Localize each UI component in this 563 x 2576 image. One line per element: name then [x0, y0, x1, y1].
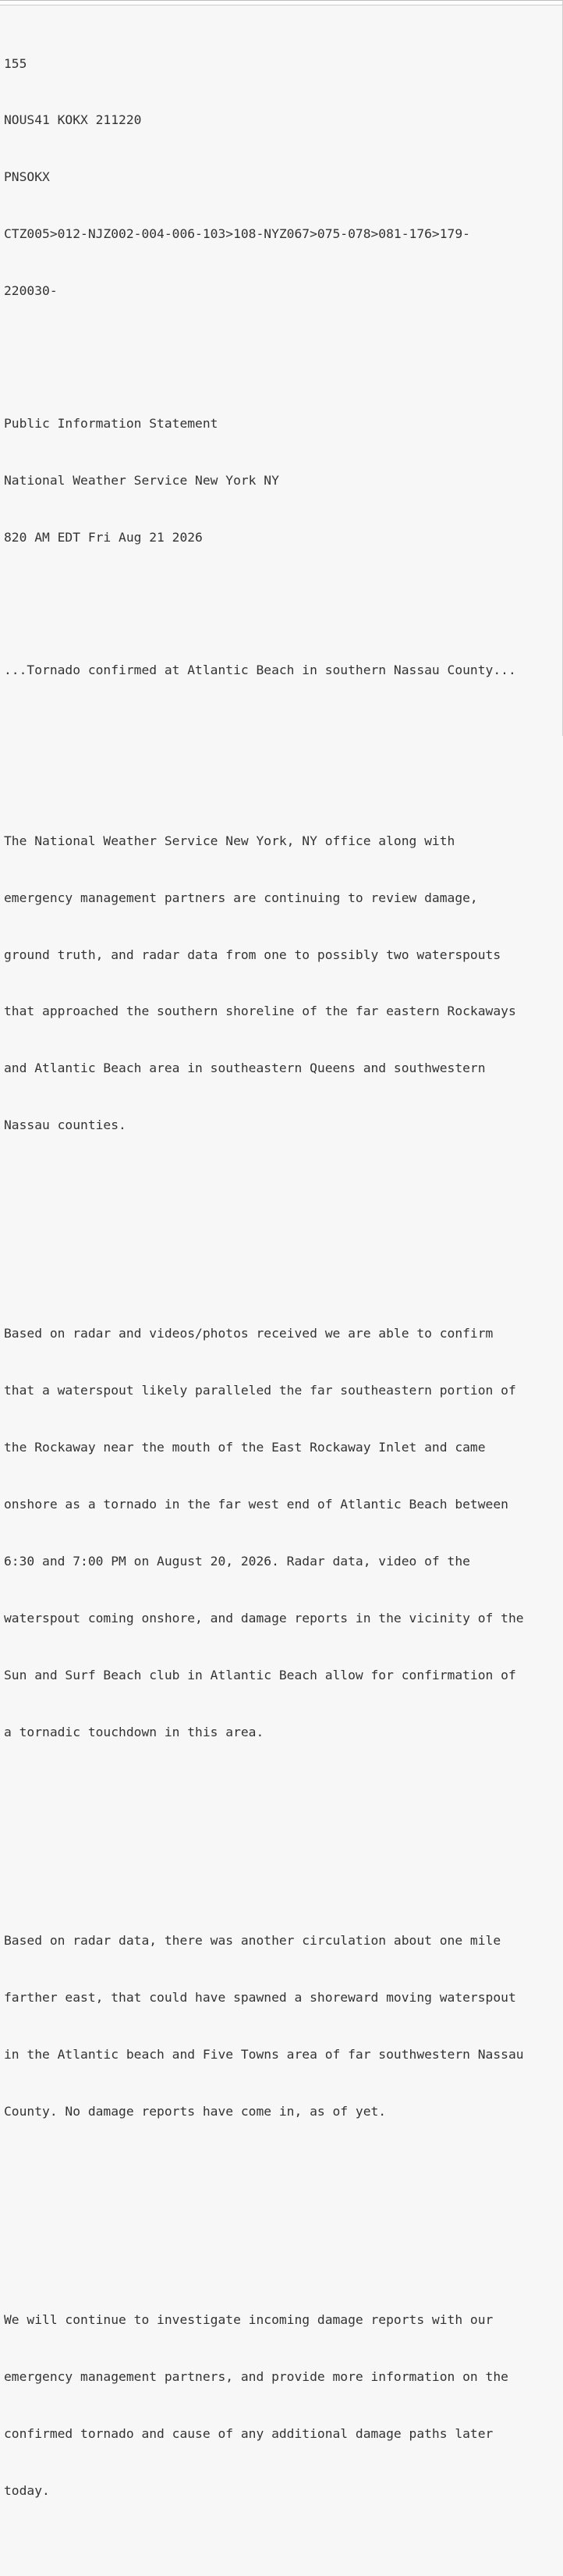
paragraph-line: Based on radar data, there was another circulation about one mile	[4, 1932, 501, 1948]
paragraph-3	[4, 1893, 559, 2159]
paragraph-line: ground truth, and radar data from one to possibly two waterspouts	[4, 947, 501, 962]
paragraph-line: Sun and Surf Beach club in Atlantic Beach allow for confirmation of	[4, 1667, 516, 1682]
blank-line	[4, 1211, 559, 1230]
top-border	[0, 1, 562, 5]
paragraph-line: and Atlantic Beach area in southeastern Queens and southwestern	[4, 1061, 486, 1076]
statement-title: Public Information Statement	[4, 416, 218, 432]
paragraph-line: waterspout coming onshore, and damage reports in the vicinity of the	[4, 1610, 524, 1626]
blank-line	[4, 339, 559, 357]
paragraph-line: The National Weather Service New York, NY office along with	[4, 833, 455, 848]
paragraph-line: the Rockaway near the mouth of the East Rockaway Inlet and came	[4, 1440, 486, 1455]
paragraph-line: a tornadic touchdown in this area.	[4, 1724, 264, 1739]
blank-line	[4, 1817, 559, 1836]
awips-id: PNSOKX	[4, 169, 50, 185]
issuing-office: National Weather Service New York NY	[4, 473, 279, 489]
paragraph-line: in the Atlantic beach and Five Towns area of far southwestern Nassau	[4, 2046, 524, 2062]
paragraph-line: County. No damage reports have come in, as of yet.	[4, 2103, 387, 2119]
product-sequence: 155	[4, 55, 27, 71]
paragraph-line: emergency management partners are continuing to review damage,	[4, 890, 478, 905]
paragraph-line: Based on radar and videos/photos received we are able to confirm	[4, 1326, 494, 1341]
paragraph-line: today.	[4, 2482, 50, 2498]
paragraph-line: Nassau counties.	[4, 1117, 126, 1133]
blank-line	[4, 585, 559, 604]
paragraph-line: 6:30 and 7:00 PM on August 20, 2026. Radar data, video of the	[4, 1554, 470, 1569]
paragraph-line: confirmed tornado and cause of any additional damage paths later	[4, 2425, 494, 2441]
ugc-expiration: 220030-	[4, 283, 58, 299]
ugc-zones: CTZ005>012-NJZ002-004-006-103>108-NYZ067>075-078>081-176>179-	[4, 226, 470, 242]
paragraph-line: onshore as a tornado in the far west end of Atlantic Beach between	[4, 1497, 508, 1512]
paragraph-line: that a waterspout likely paralleled the far southeastern portion of	[4, 1383, 516, 1398]
blank-line	[4, 718, 559, 737]
paragraph-1	[4, 794, 559, 1173]
paragraph-line: farther east, that could have spawned a shoreward moving waterspout	[4, 1989, 516, 2005]
headline: ...Tornado confirmed at Atlantic Beach in southern Nassau County...	[4, 663, 516, 678]
wmo-header: NOUS41 KOKX 211220	[4, 112, 142, 128]
paragraph-line: emergency management partners, and provide more information on the	[4, 2368, 508, 2384]
blank-line	[4, 2197, 559, 2215]
product-text	[4, 16, 559, 2576]
paragraph-line: We will continue to investigate incoming damage reports with our	[4, 2311, 494, 2327]
paragraph-2	[4, 1287, 559, 1780]
paragraph-line: that approached the southern shoreline of the far eastern Rockaways	[4, 1004, 516, 1019]
issue-time: 820 AM EDT Fri Aug 21 2026	[4, 530, 203, 545]
paragraph-4	[4, 2272, 559, 2538]
